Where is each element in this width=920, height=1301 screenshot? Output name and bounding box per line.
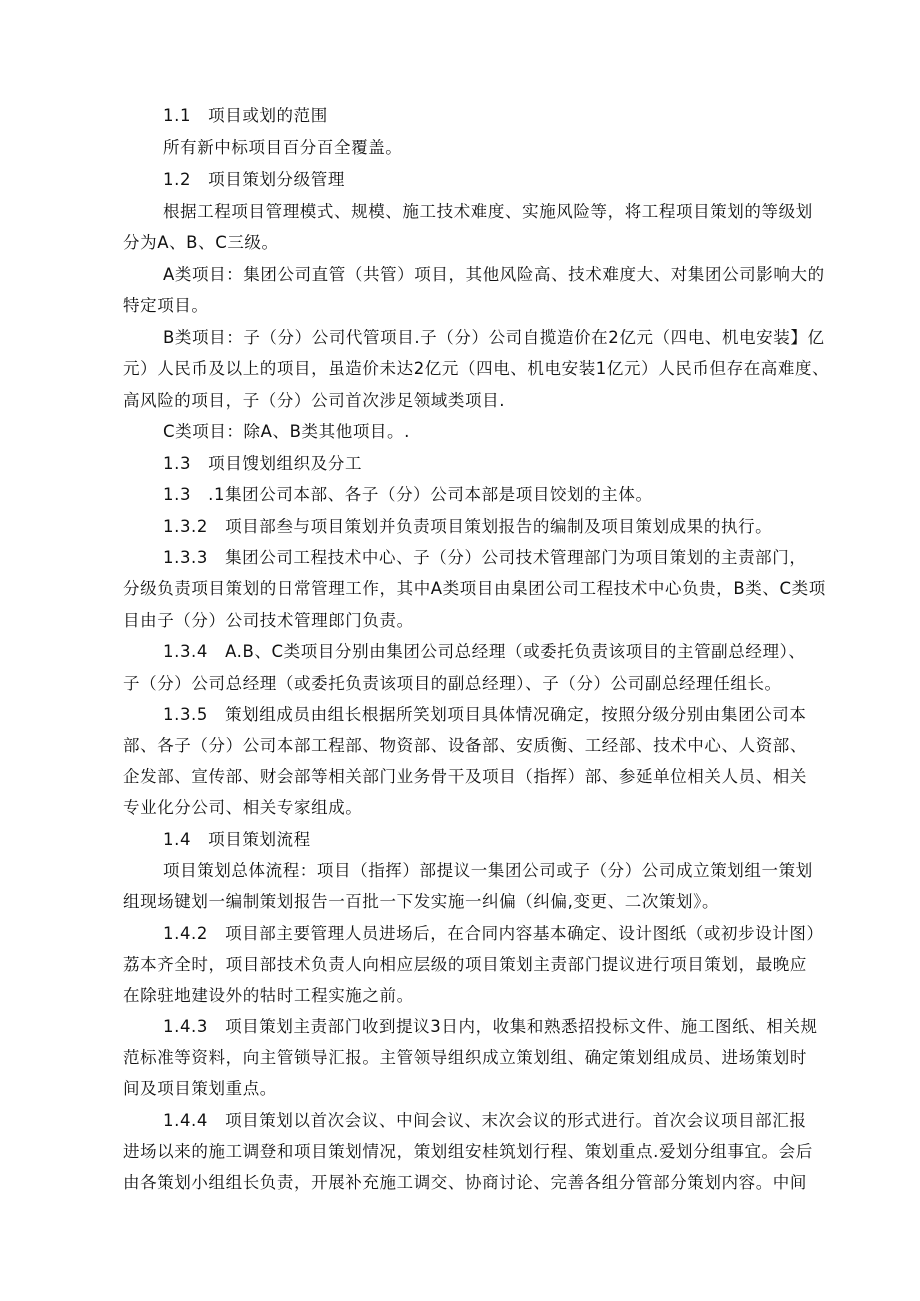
paragraph-line: 1.4.4 项目策划以首次会议、中间会议、末次会议的形式进行。首次会议项目部汇报 bbox=[163, 1111, 807, 1130]
paragraph-line: 1.3.3 集团公司工程技术中心、子（分）公司技术管理部门为项目策划的主责部门， bbox=[163, 548, 807, 567]
paragraph-line: 特定项目。 bbox=[123, 296, 209, 315]
paragraph-line: 元）人民币及以上的项目，虽造价未达2亿元（四电、机电安装1亿元）人民币但存在高难度、 bbox=[123, 359, 830, 378]
heading-1-1: 1.1 项目或划的范围 bbox=[163, 106, 328, 125]
paragraph-line: 根据工程项目管理模式、规模、施工技术难度、实施风险等，将工程项目策划的等级划 bbox=[163, 202, 813, 221]
paragraph-line: 1.3 .1集团公司本部、各子（分）公司本部是项目饺划的主体。 bbox=[163, 485, 653, 504]
heading-1-2: 1.2 项目策划分级管理 bbox=[163, 170, 345, 189]
paragraph-line: 分级负责项目策划的日常管理工作，其中A类项目由臬团公司工程技术中心负贵，B类、C类项 bbox=[123, 579, 826, 598]
paragraph-line: 由各策划小组组长负责，开展补充施工调交、协商讨论、完善各组分管部分策划内容。中间 bbox=[123, 1173, 807, 1192]
heading-1-4: 1.4 项目策划流程 bbox=[163, 830, 311, 849]
paragraph-line: 1.3.4 A.B、C类项目分别由集团公司总经理（或委托负责该项目的主管副总经理）、 bbox=[163, 642, 806, 661]
paragraph-line: B类项目：子（分）公司代管项目.子（分）公司自揽造价在2亿元（四电、机电安装】亿 bbox=[163, 328, 825, 347]
paragraph-line: 分为A、B、C三级。 bbox=[123, 233, 279, 252]
paragraph-line: 企发部、宣传部、财会部等相关部门业务骨干及项目（指挥）部、参延单位相关人员、相关 bbox=[123, 767, 807, 786]
paragraph-line: 1.3.2 项目部叁与项目策划并负责项目策划报告的编制及项目策划成果的执行。 bbox=[163, 517, 773, 536]
paragraph-line: 专业化分公司、相关专家组成。 bbox=[123, 798, 363, 817]
paragraph-line: C类项目：除A、B类其他项目。. bbox=[163, 422, 410, 441]
paragraph-line: 1.4.3 项目策划主责部门收到提议3日内，收集和熟悉招投标文件、施工图纸、相关规 bbox=[163, 1017, 818, 1036]
paragraph-line: 荔本齐全时，项目部技术负责人向相应层级的项目策划主责部门提议进行项目策划，最晚应 bbox=[123, 955, 807, 974]
paragraph-line: 间及项目策划重点。 bbox=[123, 1079, 277, 1098]
paragraph-line: 1.3.5 策划组成员由组长根据所笑划项目具体情况确定，按照分级分别由集团公司本 bbox=[163, 705, 807, 724]
paragraph-line: 部、各子（分）公司本部工程部、物资部、设备部、安质衡、工经部、技术中心、人资部、 bbox=[123, 736, 807, 755]
paragraph-line: 在除驻地建设外的牯时工程实施之前。 bbox=[123, 986, 414, 1005]
paragraph-line: 所有新中标项目百分百全覆盖。 bbox=[163, 138, 403, 157]
paragraph-line: 范标准等资料，向主管锁导汇报。主管领导组织成立策划组、确定策划组成员、进场策划时 bbox=[123, 1048, 807, 1067]
paragraph-line: A类项目：集团公司直管（共管）项目，其他风险高、技术难度大、对集团公司影响大的 bbox=[163, 265, 825, 284]
paragraph-line: 子（分）公司总经理（或委托负责该项目的副总经理）、子（分）公司副总经理任组长。 bbox=[123, 674, 782, 693]
paragraph-line: 高风险的项目，子（分）公司首次涉足领域类项目. bbox=[123, 391, 506, 410]
paragraph-line: 组现场键划一编制策划报告一百批一下发实施一纠偏（纠偏,变更、二次策划》。 bbox=[123, 892, 720, 911]
paragraph-line: 项目策划总体流程：项目（指挥）部提议一集团公司或子（分）公司成立策划组一策划 bbox=[163, 861, 813, 880]
paragraph-line: 目由子（分）公司技术管理郎门负责。 bbox=[123, 611, 414, 630]
heading-1-3: 1.3 项目馊划组织及分工 bbox=[163, 454, 363, 473]
paragraph-line: 进场以来的施工调登和项目策划情况，策划组安桂筑划行程、策划重点.爱划分组事宜。会后 bbox=[123, 1142, 813, 1161]
paragraph-line: 1.4.2 项目部主要管理人员进场后，在合同内容基本确定、设计图纸（或初步设计图） bbox=[163, 924, 824, 943]
